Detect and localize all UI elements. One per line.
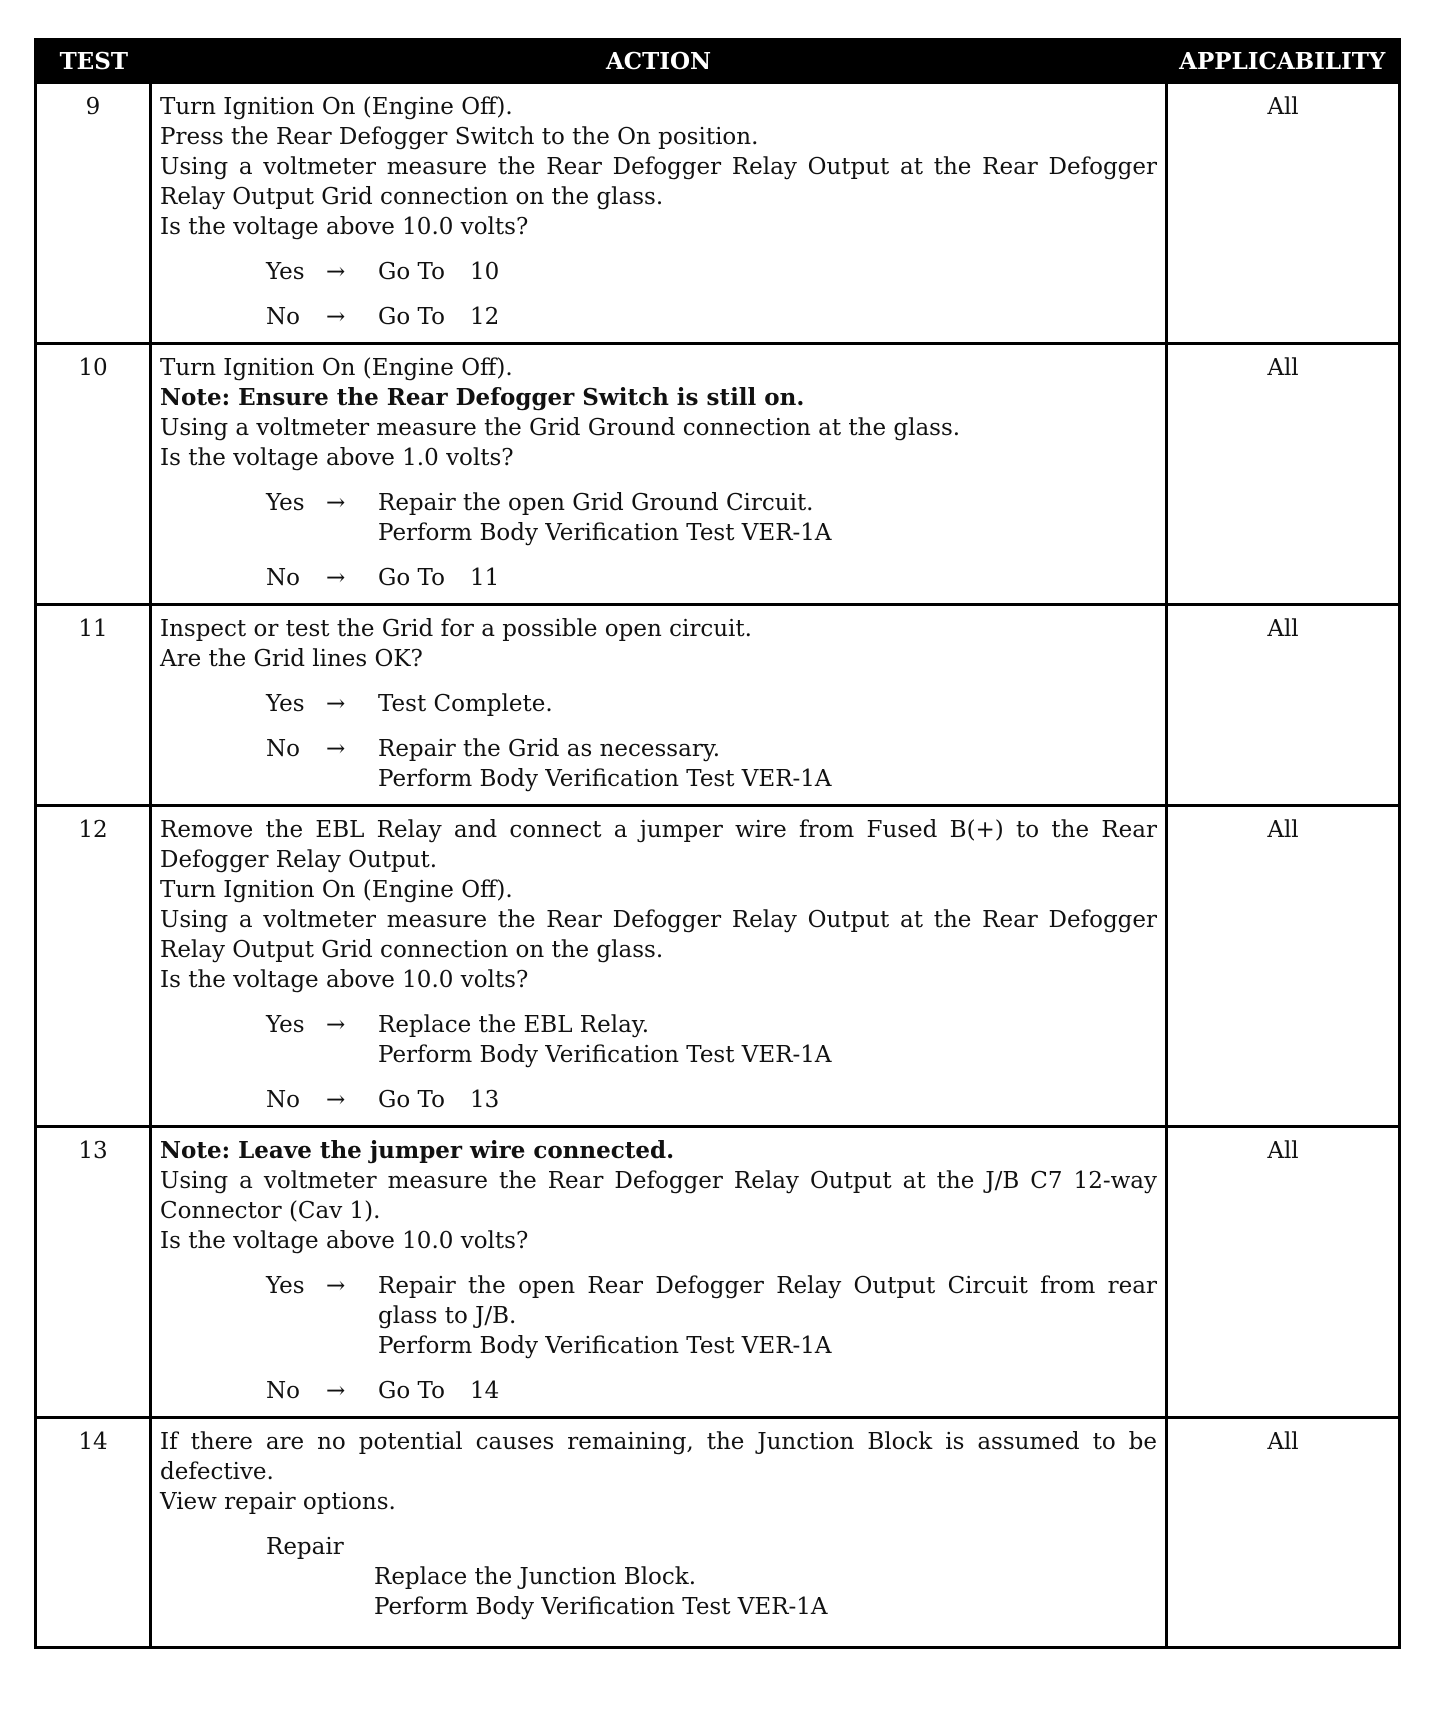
action-line: Remove the EBL Relay and connect a jumper wire from Fused B(+) to the Rear Defogger Relay Output. — [160, 817, 1157, 873]
answer-result — [378, 257, 1157, 287]
answer-label: No — [266, 304, 300, 330]
answer-list — [160, 689, 1157, 794]
result-line: Perform Body Verification Test VER-1A — [378, 1333, 832, 1359]
action-line: Turn Ignition On (Engine Off). — [160, 355, 513, 381]
action-line: Turn Ignition On (Engine Off). — [160, 94, 513, 120]
action-cell — [151, 1127, 1167, 1418]
action-line: If there are no potential causes remaining, the Junction Block is assumed to be defective. — [160, 1429, 1157, 1485]
arrow-right-icon: → — [326, 736, 346, 762]
applicability-cell: All — [1167, 1127, 1400, 1418]
goto-target: 10 — [470, 259, 500, 285]
table-row — [36, 1418, 1400, 1648]
arrow-right-icon: → — [326, 259, 346, 285]
answer-label: No — [266, 1087, 300, 1113]
answer-label: Yes — [266, 490, 305, 516]
header-test: TEST — [36, 40, 151, 83]
answer-list — [160, 1010, 1157, 1115]
action-line: Is the voltage above 10.0 volts? — [160, 214, 529, 240]
repair-line: Perform Body Verification Test VER-1A — [374, 1594, 828, 1620]
answer-item — [266, 488, 1157, 548]
answer-label: Yes — [266, 259, 305, 285]
header-applicability: APPLICABILITY — [1167, 40, 1400, 83]
action-line: View repair options. — [160, 1489, 396, 1515]
answer-item — [266, 1010, 1157, 1070]
goto-target: 14 — [470, 1378, 500, 1404]
action-note: Note: Leave the jumper wire connected. — [160, 1137, 675, 1164]
test-number-cell: 12 — [36, 806, 151, 1127]
arrow-right-icon: → — [326, 1012, 346, 1038]
repair-lines — [374, 1562, 1157, 1622]
test-number-cell: 14 — [36, 1418, 151, 1648]
answer-list — [160, 1271, 1157, 1406]
result-line: Repair the Grid as necessary. — [378, 736, 721, 762]
test-number-cell: 11 — [36, 605, 151, 806]
result-line: Repair the open Grid Ground Circuit. — [378, 490, 814, 516]
answer-result — [378, 734, 1157, 794]
answer-result — [378, 1010, 1157, 1070]
header-action: ACTION — [151, 40, 1167, 83]
table-row — [36, 806, 1400, 1127]
answer-item — [266, 1085, 1157, 1115]
applicability-cell: All — [1167, 806, 1400, 1127]
answer-result — [378, 302, 1157, 332]
applicability-cell: All — [1167, 344, 1400, 605]
answer-list — [160, 488, 1157, 593]
table-row — [36, 605, 1400, 806]
answer-result — [378, 563, 1157, 593]
test-number-cell: 13 — [36, 1127, 151, 1418]
answer-result — [378, 1085, 1157, 1115]
answer-list — [160, 257, 1157, 332]
goto-label: Go To — [378, 565, 445, 591]
repair-line: Replace the Junction Block. — [374, 1564, 697, 1590]
action-cell — [151, 806, 1167, 1127]
action-line: Is the voltage above 1.0 volts? — [160, 445, 514, 471]
action-cell — [151, 83, 1167, 344]
action-cell — [151, 605, 1167, 806]
arrow-right-icon: → — [326, 565, 346, 591]
action-line: Press the Rear Defogger Switch to the On position. — [160, 124, 759, 150]
answer-label: Yes — [266, 691, 305, 717]
result-line: Replace the EBL Relay. — [378, 1012, 650, 1038]
answer-item — [266, 689, 1157, 719]
action-line: Using a voltmeter measure the Rear Defogger Relay Output at the Rear Defogger Relay Output Grid connection on the glass. — [160, 907, 1157, 963]
table-row — [36, 83, 1400, 344]
answer-result — [378, 689, 1157, 719]
table-header-row — [36, 40, 1400, 83]
applicability-cell: All — [1167, 83, 1400, 344]
diagnostic-test-table — [34, 38, 1401, 1649]
goto-target: 11 — [470, 565, 500, 591]
answer-result — [378, 1271, 1157, 1361]
goto-label: Go To — [378, 1087, 445, 1113]
action-cell — [151, 1418, 1167, 1648]
result-line: Repair the open Rear Defogger Relay Output Circuit from rear glass to J/B. — [378, 1273, 1157, 1329]
goto-label: Go To — [378, 259, 445, 285]
arrow-right-icon: → — [326, 490, 346, 516]
arrow-right-icon: → — [326, 1378, 346, 1404]
answer-result — [378, 488, 1157, 548]
result-line: Perform Body Verification Test VER-1A — [378, 766, 832, 792]
goto-label: Go To — [378, 304, 445, 330]
table-body — [36, 83, 1400, 1648]
applicability-cell: All — [1167, 605, 1400, 806]
result-line: Test Complete. — [378, 691, 553, 717]
answer-result — [378, 1376, 1157, 1406]
result-line: Perform Body Verification Test VER-1A — [378, 520, 832, 546]
table-row — [36, 1127, 1400, 1418]
answer-label: No — [266, 736, 300, 762]
table-row — [36, 344, 1400, 605]
action-line: Using a voltmeter measure the Rear Defogger Relay Output at the J/B C7 12-way Connector (Cav 1). — [160, 1168, 1157, 1224]
action-note: Note: Ensure the Rear Defogger Switch is still on. — [160, 384, 805, 411]
answer-item — [266, 563, 1157, 593]
action-line: Using a voltmeter measure the Grid Ground connection at the glass. — [160, 415, 961, 441]
answer-item — [266, 1376, 1157, 1406]
answer-label: Yes — [266, 1273, 305, 1299]
action-line: Using a voltmeter measure the Rear Defogger Relay Output at the Rear Defogger Relay Output Grid connection on the glass. — [160, 154, 1157, 210]
arrow-right-icon: → — [326, 1087, 346, 1113]
goto-label: Go To — [378, 1378, 445, 1404]
arrow-right-icon: → — [326, 304, 346, 330]
answer-item — [266, 302, 1157, 332]
action-line: Is the voltage above 10.0 volts? — [160, 1228, 529, 1254]
answer-label: No — [266, 565, 300, 591]
goto-target: 12 — [470, 304, 500, 330]
repair-label: Repair — [266, 1534, 344, 1560]
repair-options — [266, 1532, 1157, 1622]
action-line: Turn Ignition On (Engine Off). — [160, 877, 513, 903]
result-line: Perform Body Verification Test VER-1A — [378, 1042, 832, 1068]
action-line: Are the Grid lines OK? — [160, 646, 423, 672]
answer-item — [266, 1271, 1157, 1361]
goto-target: 13 — [470, 1087, 500, 1113]
action-line: Inspect or test the Grid for a possible open circuit. — [160, 616, 752, 642]
answer-item — [266, 734, 1157, 794]
answer-label: Yes — [266, 1012, 305, 1038]
action-cell — [151, 344, 1167, 605]
arrow-right-icon: → — [326, 1273, 346, 1299]
answer-item — [266, 257, 1157, 287]
answer-label: No — [266, 1378, 300, 1404]
test-number-cell: 9 — [36, 83, 151, 344]
test-number-cell: 10 — [36, 344, 151, 605]
applicability-cell: All — [1167, 1418, 1400, 1648]
arrow-right-icon: → — [326, 691, 346, 717]
action-line: Is the voltage above 10.0 volts? — [160, 967, 529, 993]
